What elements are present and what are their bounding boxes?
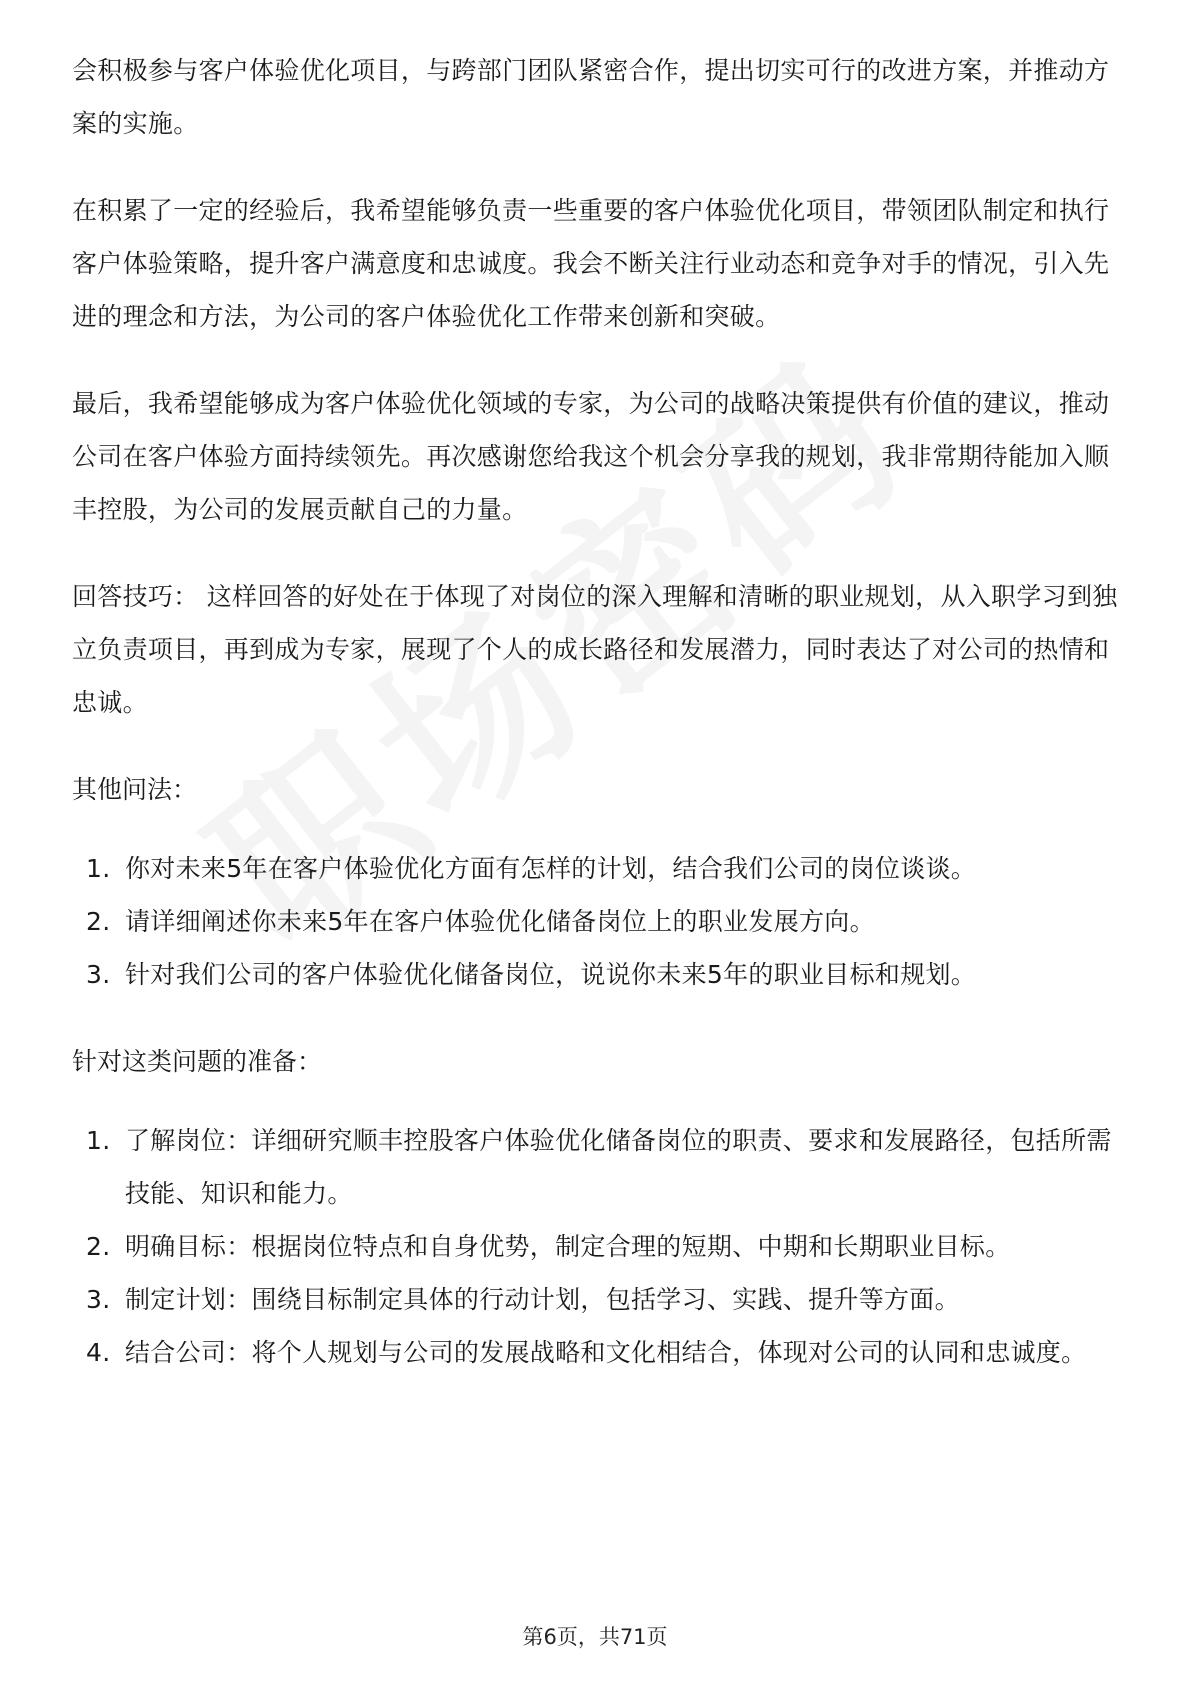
list-item-number: 3. bbox=[86, 1285, 111, 1314]
list-item-text: 结合公司：将个人规划与公司的发展战略和文化相结合，体现对公司的认同和忠诚度。 bbox=[125, 1338, 1087, 1367]
list-item bbox=[72, 1273, 1132, 1326]
list-item-number: 2. bbox=[86, 1232, 111, 1261]
other-questions-title: 其他问法： bbox=[72, 775, 198, 804]
list-item-text: 了解岗位：详细研究顺丰控股客户体验优化储备岗位的职责、要求和发展路径，包括所需技能、知识和能力。 bbox=[125, 1126, 1112, 1208]
list-item-text: 你对未来5年在客户体验优化方面有怎样的计划，结合我们公司的岗位谈谈。 bbox=[125, 854, 977, 883]
list-item-text: 请详细阐述你未来5年在客户体验优化储备岗位上的职业发展方向。 bbox=[125, 907, 875, 936]
list-item bbox=[72, 842, 1132, 895]
other-questions-list bbox=[72, 842, 1132, 1001]
document-body bbox=[72, 44, 1132, 1413]
list-item bbox=[72, 1326, 1132, 1379]
paragraph-1: 会积极参与客户体验优化项目，与跨部门团队紧密合作，提出切实可行的改进方案，并推动方案的实施。 bbox=[72, 56, 1110, 138]
list-item bbox=[72, 1114, 1132, 1220]
paragraph-2: 在积累了一定的经验后，我希望能够负责一些重要的客户体验优化项目，带领团队制定和执行客户体验策略，提升客户满意度和忠诚度。我会不断关注行业动态和竞争对手的情况，引入先进的理念和方法，为公司的客户体验优化工作带来创新和突破。 bbox=[72, 196, 1110, 331]
preparation-list bbox=[72, 1114, 1132, 1379]
page-footer: 第6页，共71页 bbox=[522, 1625, 668, 1649]
list-item-number: 1. bbox=[86, 1126, 111, 1155]
answer-tips-paragraph: 回答技巧： 这样回答的好处在于体现了对岗位的深入理解和清晰的职业规划，从入职学习到独立负责项目，再到成为专家，展现了个人的成长路径和发展潜力，同时表达了对公司的热情和忠诚。 bbox=[72, 582, 1118, 717]
preparation-title: 针对这类问题的准备： bbox=[72, 1047, 323, 1076]
list-item-number: 1. bbox=[86, 854, 111, 883]
list-item-number: 3. bbox=[86, 960, 111, 989]
list-item bbox=[72, 1220, 1132, 1273]
list-item-text: 明确目标：根据岗位特点和自身优势，制定合理的短期、中期和长期职业目标。 bbox=[125, 1232, 1011, 1261]
list-item bbox=[72, 948, 1132, 1001]
list-item-text: 针对我们公司的客户体验优化储备岗位，说说你未来5年的职业目标和规划。 bbox=[125, 960, 977, 989]
list-item-number: 4. bbox=[86, 1338, 111, 1367]
list-item-text: 制定计划：围绕目标制定具体的行动计划，包括学习、实践、提升等方面。 bbox=[125, 1285, 960, 1314]
list-item bbox=[72, 895, 1132, 948]
paragraph-3: 最后，我希望能够成为客户体验优化领域的专家，为公司的战略决策提供有价值的建议，推动公司在客户体验方面持续领先。再次感谢您给我这个机会分享我的规划，我非常期待能加入顺丰控股，为公司的发展贡献自己的力量。 bbox=[72, 389, 1110, 524]
list-item-number: 2. bbox=[86, 907, 111, 936]
